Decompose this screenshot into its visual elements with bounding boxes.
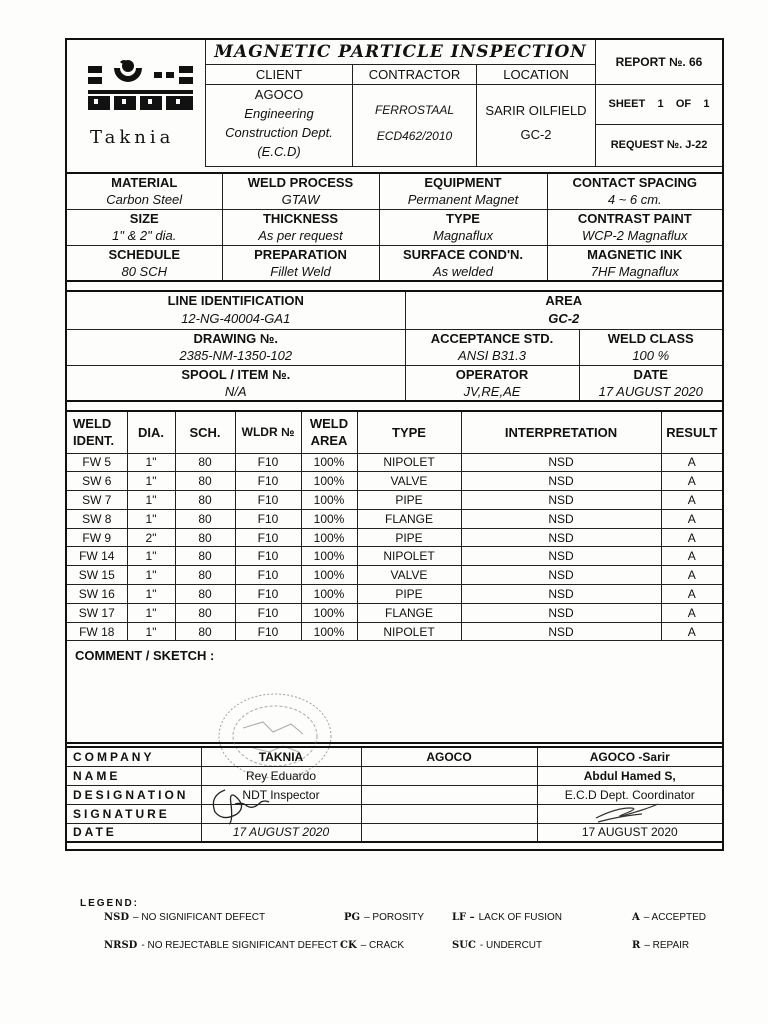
signoff-col1-cell: 17 AUGUST 2020 — [201, 823, 361, 842]
spec-value: Carbon Steel — [67, 191, 222, 209]
sheet-total: 1 — [703, 98, 710, 110]
spec-value: Permanent Magnet — [379, 191, 547, 209]
drawing-label: DRAWING №. — [67, 329, 405, 347]
type-cell: FLANGE — [357, 603, 461, 622]
interpretation-cell: NSD — [461, 547, 661, 566]
client-line: Construction Dept. — [225, 124, 333, 140]
report-title: MAGNETIC PARTICLE INSPECTION — [206, 40, 596, 64]
spec-label: MATERIAL — [67, 173, 222, 191]
interpretation-cell: NSD — [461, 585, 661, 604]
spec-label: EQUIPMENT — [379, 173, 547, 191]
weld-class-value: 100 % — [579, 347, 722, 365]
spec-label: THICKNESS — [222, 209, 379, 227]
weld-ident-cell: SW 8 — [67, 509, 127, 528]
date-value: 17 AUGUST 2020 — [579, 383, 722, 401]
sch-cell: 80 — [175, 622, 235, 641]
legend-text: – NO SIGNIFICANT DEFECT — [133, 912, 266, 923]
dia-cell: 1" — [127, 547, 175, 566]
spec-value: As per request — [222, 227, 379, 245]
legend-key: A — [632, 912, 640, 923]
dia-cell: 1" — [127, 622, 175, 641]
sch-cell: 80 — [175, 585, 235, 604]
contractor-value — [353, 84, 477, 166]
legend-key: R — [632, 940, 641, 951]
spec-value: WCP-2 Magnaflux — [547, 227, 722, 245]
signoff-col2-cell — [361, 823, 537, 842]
sheet-of: OF — [675, 98, 692, 110]
dia-cell: 1" — [127, 603, 175, 622]
spec-value: Fillet Weld — [222, 263, 379, 281]
contractor-line: FERROSTAAL — [374, 102, 455, 117]
result-cell: A — [661, 453, 722, 472]
sch-cell: 80 — [175, 491, 235, 510]
type-cell: VALVE — [357, 566, 461, 585]
legend-item — [104, 940, 338, 951]
table-row — [67, 603, 722, 622]
sch-cell: 80 — [175, 509, 235, 528]
area-label: AREA — [405, 291, 722, 309]
type-cell: PIPE — [357, 528, 461, 547]
signoff-col1-cell: TAKNIA — [201, 747, 361, 766]
legend-key: NRSD — [104, 940, 138, 951]
legend-text: – REPAIR — [644, 940, 690, 951]
table-row — [67, 472, 722, 491]
col-weld-area: WELD AREA — [301, 411, 357, 453]
dia-cell: 1" — [127, 566, 175, 585]
spec-label: SURFACE COND'N. — [379, 245, 547, 263]
request-number: REQUEST №. J-22 — [596, 124, 723, 166]
report-number: REPORT №. 66 — [596, 40, 723, 84]
operator-value: JV,RE,AE — [405, 383, 579, 401]
legend-item — [632, 912, 706, 923]
table-row — [67, 528, 722, 547]
col-type: TYPE — [357, 411, 461, 453]
weld-area-cell: 100% — [301, 472, 357, 491]
interpretation-cell: NSD — [461, 566, 661, 585]
weld-ident-cell: FW 14 — [67, 547, 127, 566]
wldr-cell: F10 — [235, 622, 301, 641]
logo-text: Taknia — [90, 127, 175, 148]
result-cell: A — [661, 491, 722, 510]
contractor-line: ECD462/2010 — [376, 128, 453, 143]
legend-item — [632, 940, 689, 951]
type-cell: PIPE — [357, 585, 461, 604]
sheet-info — [596, 84, 723, 124]
drawing-value: 2385-NM-1350-102 — [67, 347, 405, 365]
type-cell: NIPOLET — [357, 453, 461, 472]
location-value — [477, 84, 596, 166]
wldr-cell: F10 — [235, 528, 301, 547]
col-wldr: WLDR № — [235, 411, 301, 453]
signoff-col3-cell: 17 AUGUST 2020 — [537, 823, 722, 842]
operator-label: OPERATOR — [405, 365, 579, 383]
weld-ident-cell: SW 7 — [67, 491, 127, 510]
weld-area-cell: 100% — [301, 566, 357, 585]
dia-cell: 1" — [127, 491, 175, 510]
col-interpretation: INTERPRETATION — [461, 411, 661, 453]
weld-ident-cell: SW 16 — [67, 585, 127, 604]
sch-cell: 80 — [175, 528, 235, 547]
interpretation-cell: NSD — [461, 491, 661, 510]
location-line: GC-2 — [520, 126, 552, 142]
contractor-label: CONTRACTOR — [353, 64, 477, 84]
weld-class-label: WELD CLASS — [579, 329, 722, 347]
signoff-col2-cell: AGOCO — [361, 747, 537, 766]
client-value — [206, 84, 353, 166]
client-line: Engineering — [244, 105, 314, 121]
client-line: (E.C.D) — [257, 143, 301, 159]
line-id-label: LINE IDENTIFICATION — [67, 291, 405, 309]
signoff-col2-cell — [361, 766, 537, 785]
spec-value: 4 ~ 6 cm. — [547, 191, 722, 209]
table-row — [67, 453, 722, 472]
acceptance-label: ACCEPTANCE STD. — [405, 329, 579, 347]
date-label: DATE — [579, 365, 722, 383]
dia-cell: 1" — [127, 585, 175, 604]
legend-key: NSD — [104, 912, 130, 923]
legend-text: LACK OF FUSION — [478, 912, 562, 923]
signoff-label: DESIGNATION — [67, 785, 201, 804]
col-dia: DIA. — [127, 411, 175, 453]
spec-value: 1" & 2" dia. — [67, 227, 222, 245]
interpretation-cell: NSD — [461, 528, 661, 547]
signoff-row — [67, 747, 722, 766]
signoff-row — [67, 766, 722, 785]
result-cell: A — [661, 566, 722, 585]
col-sch: SCH. — [175, 411, 235, 453]
weld-area-cell: 100% — [301, 603, 357, 622]
interpretation-cell: NSD — [461, 472, 661, 491]
results-table — [67, 410, 722, 641]
result-cell: A — [661, 547, 722, 566]
interpretation-cell: NSD — [461, 509, 661, 528]
type-cell: PIPE — [357, 491, 461, 510]
spec-label: CONTRAST PAINT — [547, 209, 722, 227]
table-row — [67, 585, 722, 604]
dia-cell: 1" — [127, 472, 175, 491]
report-info-table — [595, 40, 722, 167]
spec-label: CONTACT SPACING — [547, 173, 722, 191]
type-cell: FLANGE — [357, 509, 461, 528]
table-row — [67, 491, 722, 510]
legend-key: CK — [340, 940, 357, 951]
spec-value: As welded — [379, 263, 547, 281]
spec-value: 7HF Magnaflux — [547, 263, 722, 281]
signoff-label: NAME — [67, 766, 201, 785]
weld-area-cell: 100% — [301, 585, 357, 604]
weld-ident-cell: SW 6 — [67, 472, 127, 491]
col-result: RESULT — [661, 411, 722, 453]
type-cell: VALVE — [357, 472, 461, 491]
wldr-cell: F10 — [235, 547, 301, 566]
sch-cell: 80 — [175, 547, 235, 566]
interpretation-cell: NSD — [461, 622, 661, 641]
legend-item — [104, 912, 265, 923]
area-value: GC-2 — [405, 309, 722, 329]
weld-ident-cell: FW 5 — [67, 453, 127, 472]
legend-title: LEGEND: — [80, 898, 139, 909]
dia-cell: 1" — [127, 509, 175, 528]
signoff-col2-cell — [361, 804, 537, 823]
spool-label: SPOOL / ITEM №. — [67, 365, 405, 383]
weld-ident-cell: SW 15 — [67, 566, 127, 585]
sheet-label: SHEET — [608, 98, 646, 110]
signoff-col2-cell — [361, 785, 537, 804]
client-label: CLIENT — [206, 64, 353, 84]
dia-cell: 1" — [127, 453, 175, 472]
result-cell: A — [661, 603, 722, 622]
weld-area-cell: 100% — [301, 491, 357, 510]
comment-label: COMMENT / SKETCH : — [75, 648, 215, 663]
signoff-label: SIGNATURE — [67, 804, 201, 823]
interpretation-cell: NSD — [461, 453, 661, 472]
signoff-table — [67, 746, 722, 843]
weld-area-cell: 100% — [301, 509, 357, 528]
weld-area-cell: 100% — [301, 622, 357, 641]
signoff-label: COMPANY — [67, 747, 201, 766]
inspector-signature-icon — [205, 786, 275, 826]
legend-text: - UNDERCUT — [479, 940, 543, 951]
weld-area-cell: 100% — [301, 547, 357, 566]
sch-cell: 80 — [175, 453, 235, 472]
result-cell: A — [661, 528, 722, 547]
wldr-cell: F10 — [235, 509, 301, 528]
result-cell: A — [661, 509, 722, 528]
weld-ident-cell: FW 18 — [67, 622, 127, 641]
coordinator-signature-icon — [592, 800, 662, 824]
spec-label: WELD PROCESS — [222, 173, 379, 191]
result-cell: A — [661, 622, 722, 641]
weld-ident-cell: SW 17 — [67, 603, 127, 622]
legend-text: - NO REJECTABLE SIGNIFICANT DEFECT — [141, 940, 338, 951]
signoff-col3-cell: E.C.D Dept. Coordinator — [537, 785, 722, 804]
header-table — [205, 40, 596, 167]
wldr-cell: F10 — [235, 585, 301, 604]
dia-cell: 2" — [127, 528, 175, 547]
line-id-value: 12-NG-40004-GA1 — [67, 309, 405, 329]
spec-label: PREPARATION — [222, 245, 379, 263]
legend-key: SUC — [452, 940, 476, 951]
signoff-row — [67, 823, 722, 842]
type-cell: NIPOLET — [357, 547, 461, 566]
client-line: AGOCO — [254, 86, 304, 102]
identification-table — [67, 290, 722, 402]
result-cell: A — [661, 472, 722, 491]
signoff-col3-cell: AGOCO -Sarir — [537, 747, 722, 766]
wldr-cell: F10 — [235, 472, 301, 491]
weld-ident-cell: FW 9 — [67, 528, 127, 547]
spool-value: N/A — [67, 383, 405, 401]
spec-label: SCHEDULE — [67, 245, 222, 263]
wldr-cell: F10 — [235, 603, 301, 622]
legend-text: – ACCEPTED — [643, 912, 707, 923]
result-cell: A — [661, 585, 722, 604]
comment-divider — [67, 742, 722, 744]
spec-label: TYPE — [379, 209, 547, 227]
type-cell: NIPOLET — [357, 622, 461, 641]
results-header-row — [67, 411, 722, 453]
legend-key: PG — [344, 912, 361, 923]
legend-item — [344, 912, 424, 923]
spec-value: 80 SCH — [67, 263, 222, 281]
table-row — [67, 622, 722, 641]
signoff-col1-cell: Rey Eduardo — [201, 766, 361, 785]
spec-label: SIZE — [67, 209, 222, 227]
sheet-number: 1 — [657, 98, 664, 110]
signoff-label: DATE — [67, 823, 201, 842]
acceptance-value: ANSI B31.3 — [405, 347, 579, 365]
legend-item — [452, 940, 542, 951]
legend-text: – CRACK — [360, 940, 405, 951]
spec-label: MAGNETIC INK — [547, 245, 722, 263]
legend-key: LF – — [452, 912, 475, 923]
table-row — [67, 566, 722, 585]
wldr-cell: F10 — [235, 491, 301, 510]
weld-area-cell: 100% — [301, 528, 357, 547]
sch-cell: 80 — [175, 566, 235, 585]
wldr-cell: F10 — [235, 566, 301, 585]
legend-item — [340, 940, 404, 951]
legend-text: – POROSITY — [364, 912, 425, 923]
spec-value: GTAW — [222, 191, 379, 209]
spec-value: Magnaflux — [379, 227, 547, 245]
table-row — [67, 509, 722, 528]
sch-cell: 80 — [175, 603, 235, 622]
wldr-cell: F10 — [235, 453, 301, 472]
weld-area-cell: 100% — [301, 453, 357, 472]
interpretation-cell: NSD — [461, 603, 661, 622]
signoff-col3-cell: Abdul Hamed S, — [537, 766, 722, 785]
location-label: LOCATION — [477, 64, 596, 84]
col-weld-ident: WELD IDENT. — [67, 411, 127, 453]
specs-table — [67, 172, 722, 282]
signoff-col1-cell: NDT Inspector — [201, 785, 361, 804]
table-row — [67, 547, 722, 566]
sch-cell: 80 — [175, 472, 235, 491]
legend-item — [452, 912, 562, 923]
location-line: SARIR OILFIELD — [485, 102, 587, 118]
